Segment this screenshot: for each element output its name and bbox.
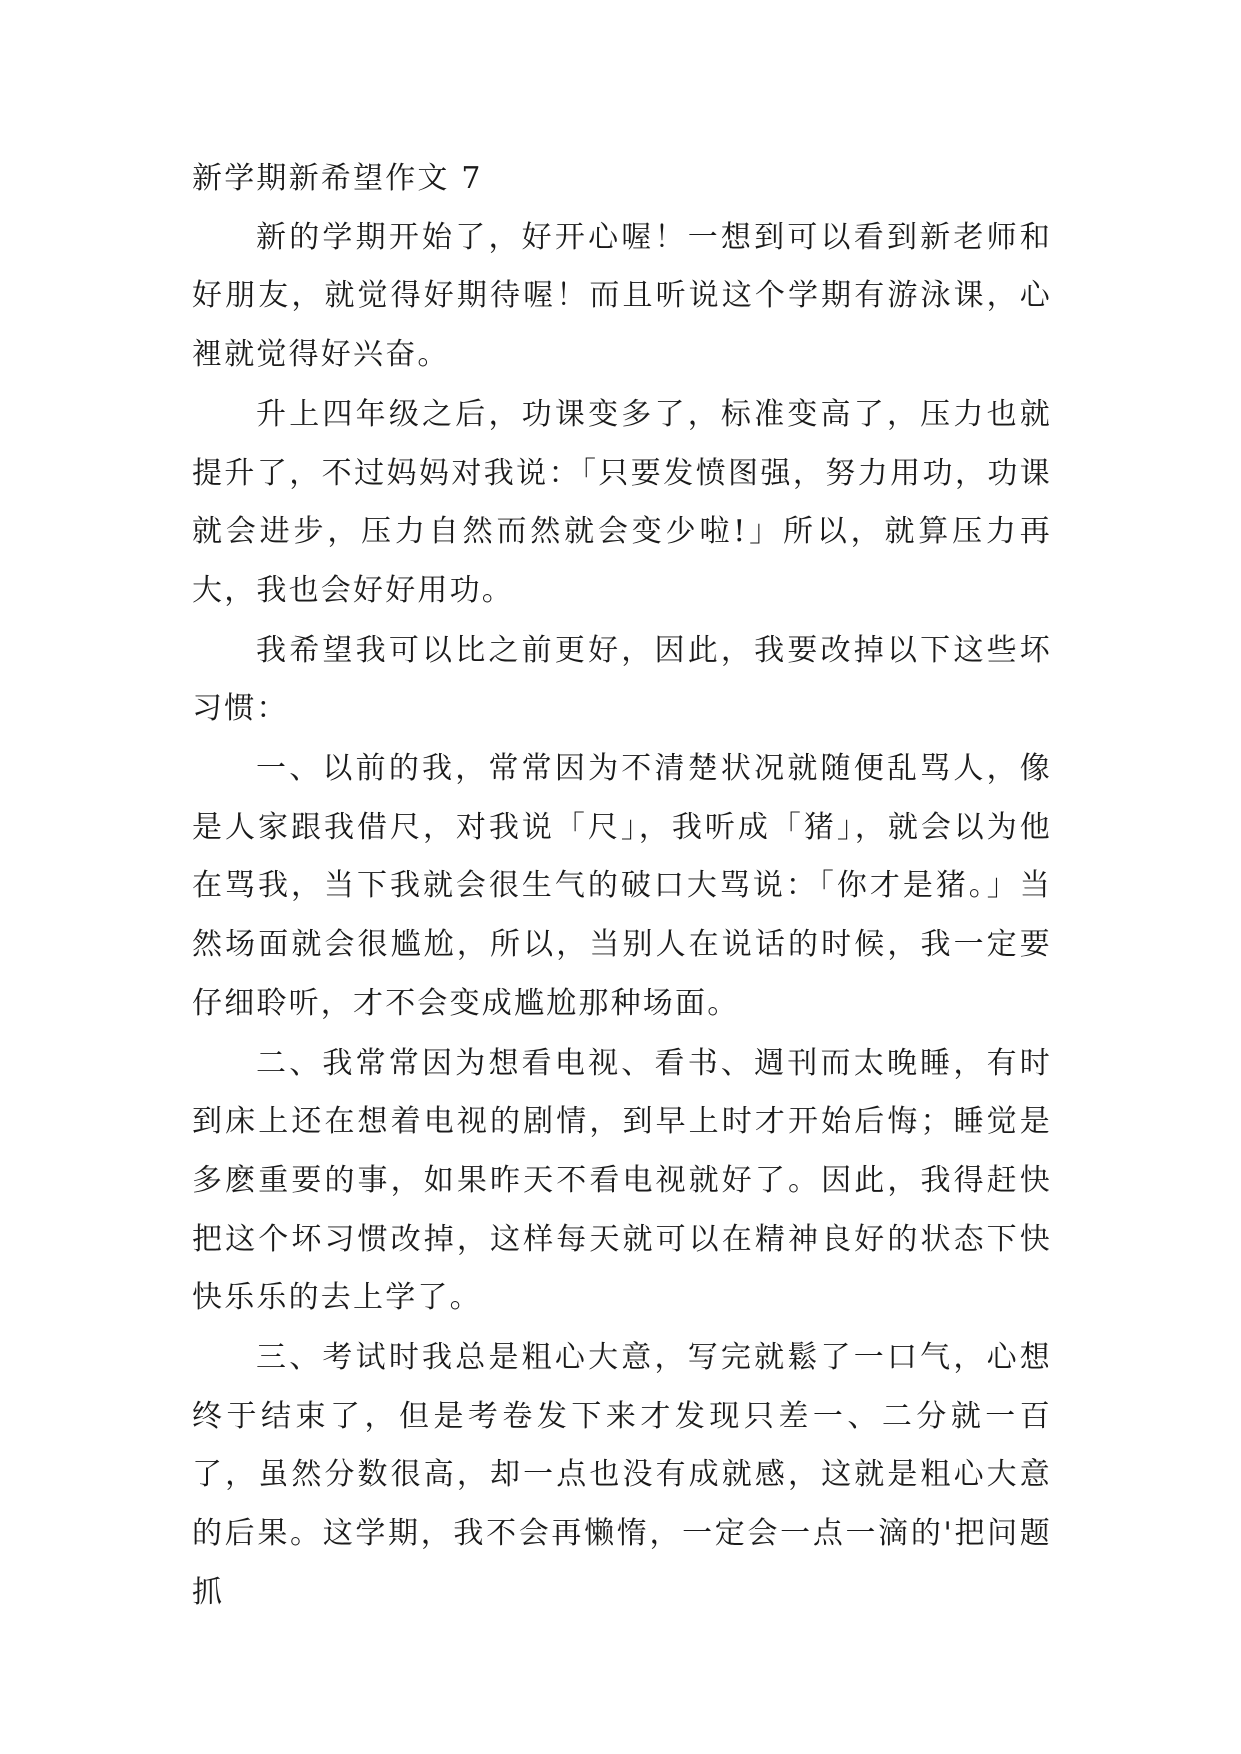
essay-body — [192, 150, 1052, 1624]
paragraph-1: 新的学期开始了，好开心喔！一想到可以看到新老师和好朋友，就觉得好期待喔！而且听说这个学期有游泳课，心裡就觉得好兴奋。 — [192, 219, 1052, 373]
paragraph-6: 三、考试时我总是粗心大意，写完就鬆了一口气，心想终于结束了，但是考卷发下来才发现只差一、二分就一百了，虽然分数很高，却一点也没有成就感，这就是粗心大意的后果。这学期，我不会再懒惰，一定会一点一滴的'把问题抓 — [192, 1340, 1052, 1610]
essay-title: 新学期新希望作文 7 — [192, 161, 483, 196]
paragraph-5: 二、我常常因为想看电视、看书、週刊而太晚睡，有时到床上还在想着电视的剧情，到早上时才开始后悔；睡觉是多麽重要的事，如果昨天不看电视就好了。因此，我得赶快把这个坏习惯改掉，这样每天就可以在精神良好的状态下快快乐乐的去上学了。 — [192, 1045, 1052, 1316]
paragraph-4: 一、以前的我，常常因为不清楚状况就随便乱骂人，像是人家跟我借尺，对我说「尺」，我听成「猪」，就会以为他在骂我，当下我就会很生气的破口大骂说：「你才是猪。」当然场面就会很尴尬，所以，当别人在说话的时候，我一定要仔细聆听，才不会变成尴尬那种场面。 — [192, 751, 1052, 1021]
paragraph-2: 升上四年级之后，功课变多了，标准变高了，压力也就提升了，不过妈妈对我说：「只要发愤图强，努力用功，功课就会进步，压力自然而然就会变少啦!」所以，就算压力再大，我也会好好用功。 — [192, 396, 1052, 608]
paragraph-3: 我希望我可以比之前更好，因此，我要改掉以下这些坏习惯： — [192, 632, 1052, 727]
